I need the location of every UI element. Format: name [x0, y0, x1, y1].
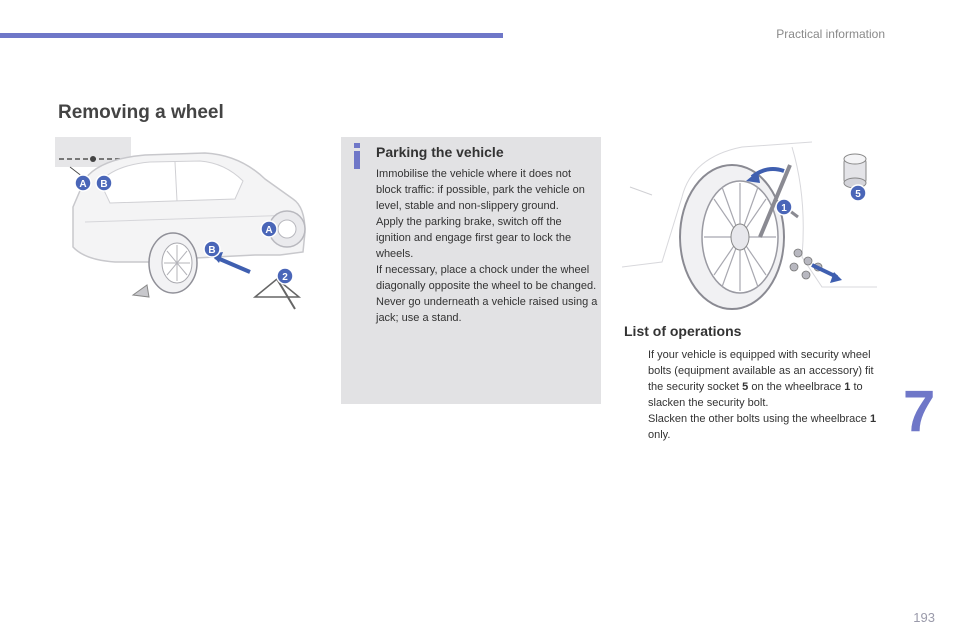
list-item: [624, 347, 886, 411]
label-a-top: A: [79, 179, 87, 190]
parking-title: Parking the vehicle: [376, 144, 504, 160]
operations-list: [624, 347, 886, 443]
item-bold: 1: [869, 413, 877, 425]
car-jacking-illustration: [55, 137, 320, 317]
parking-paragraph: If necessary, place a chock under the wheel diagonally opposite the wheel to be changed.: [376, 264, 597, 292]
parking-info-box: [341, 137, 601, 404]
wheelbrace-illustration: [622, 137, 877, 315]
chapter-number: 7: [903, 379, 936, 444]
parking-paragraph: Apply the parking brake, switch off the ignition and engage first gear to lock the wheels.: [376, 216, 572, 260]
item-text: only.: [648, 429, 671, 441]
parking-paragraph: Never go underneath a vehicle raised using a jack; use a stand.: [376, 296, 598, 324]
info-icon: [351, 143, 363, 169]
list-item: [624, 411, 886, 443]
label-1: 1: [781, 203, 787, 214]
item-bold: 1: [844, 381, 851, 393]
item-text: on the wheelbrace: [748, 381, 845, 393]
item-text: Slacken the other bolts using the wheelbrace: [648, 413, 870, 425]
operations-title: List of operations: [624, 323, 742, 339]
label-b-car: B: [208, 245, 216, 256]
item-bold: 5: [742, 381, 749, 393]
label-5: 5: [855, 189, 861, 200]
label-2: 2: [282, 272, 288, 283]
item-text: to slacken the security bolt.: [648, 381, 863, 409]
parking-paragraph: Immobilise the vehicle where it does not block traffic: if possible, park the vehicle on level, stable and non-slippery ground.: [376, 168, 585, 212]
header-accent-bar: [0, 33, 503, 38]
label-a-car: A: [265, 225, 273, 236]
label-b-top: B: [100, 179, 108, 190]
page-number: 193: [913, 610, 935, 625]
page-title: Removing a wheel: [58, 102, 224, 123]
item-text: If your vehicle is equipped with security wheel bolts (equipment available as an accessory) fit the security socket: [648, 349, 874, 393]
parking-body: [376, 166, 598, 326]
section-label: Practical information: [776, 27, 885, 41]
